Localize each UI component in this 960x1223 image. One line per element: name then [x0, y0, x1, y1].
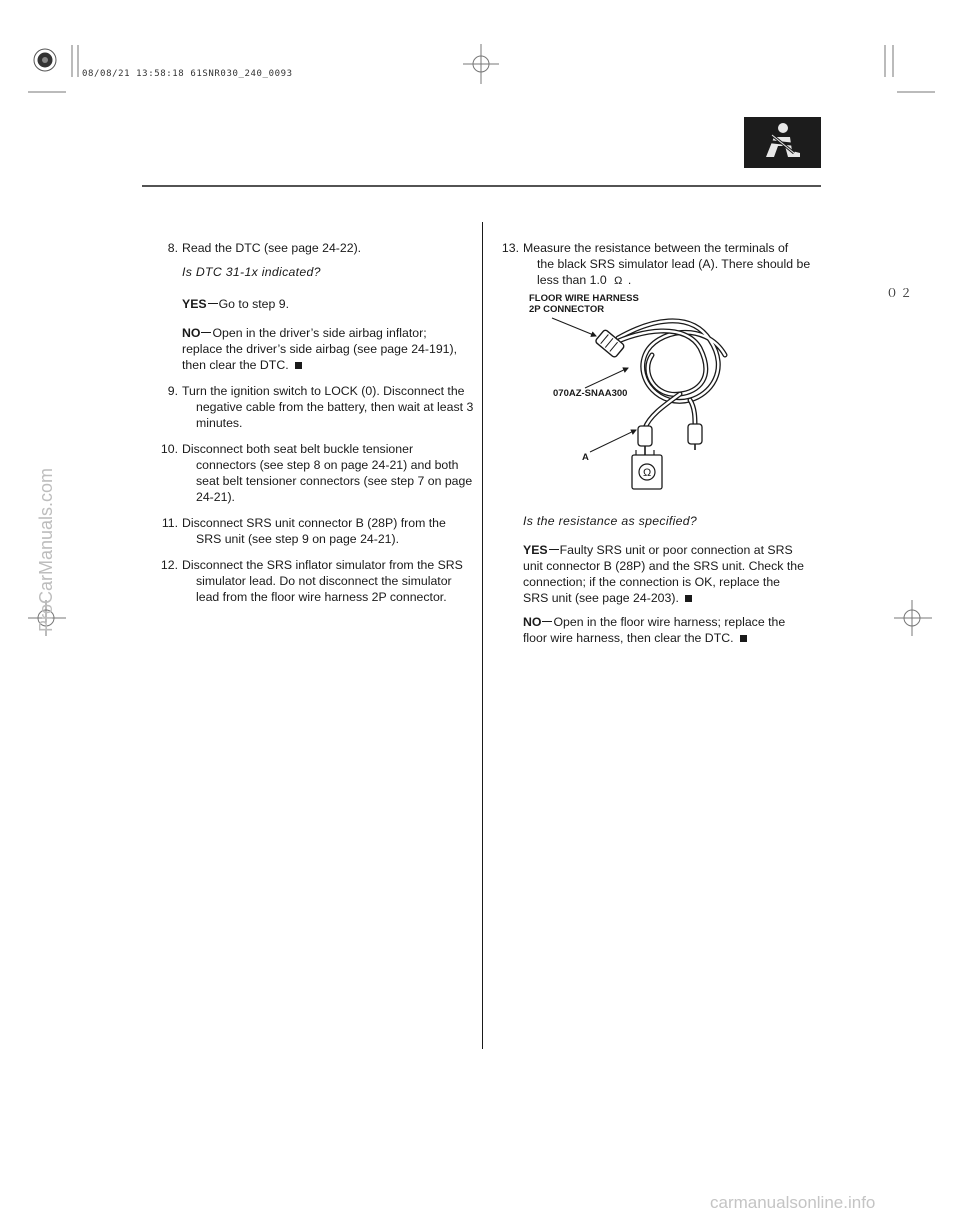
- step-8-no-line-3: then clear the DTC.: [182, 358, 289, 372]
- registration-crosshair-top: [463, 44, 499, 84]
- step-13-yes: [523, 542, 793, 558]
- step-13-yes-line-2: unit connector B (28P) and the SRS unit. Check the: [523, 559, 804, 573]
- step-8-question: Is DTC 31-1x indicated?: [182, 265, 321, 279]
- step-9-line-2: negative cable from the battery, then wait at least 3: [196, 400, 474, 414]
- step-8-number: 8.: [167, 241, 178, 255]
- step-8-yes-text: Go to step 9.: [218, 297, 290, 311]
- step-8-no-line-2: replace the driver’s side airbag (see page 24-191),: [182, 342, 458, 356]
- no-label: NO: [182, 326, 201, 340]
- step-8-text: Read the DTC (see page 24-22).: [182, 241, 362, 255]
- step-10-line-2: connectors (see step 8 on page 24-21) and both: [196, 458, 459, 472]
- step-13-line-3: less than 1.0: [537, 273, 607, 287]
- yes-label: YES: [523, 543, 548, 557]
- step-10-line-4: 24-21).: [196, 490, 235, 504]
- step-13-number: 13.: [501, 241, 519, 255]
- step-11-number: 11.: [161, 516, 178, 530]
- step-13-yes-line-4: SRS unit (see page 24-203).: [523, 591, 679, 605]
- step-11-line-1: Disconnect SRS unit connector B (28P) from the: [182, 516, 446, 530]
- coiled-cable: [612, 321, 725, 428]
- step-10-line-1: Disconnect both seat belt buckle tensioner: [182, 442, 414, 456]
- step-13-yes-line-4-wrap: [523, 590, 692, 606]
- leader-connector: [552, 318, 596, 336]
- yes-label: YES: [182, 297, 207, 311]
- step-10-line-3: seat belt tensioner connectors (see step 7 on page: [196, 474, 473, 488]
- step-9-line-3: minutes.: [196, 416, 243, 430]
- page-tab-marker: ０２: [886, 286, 915, 300]
- step-13-no-line-1: Open in the floor wire harness; replace the: [553, 615, 786, 629]
- figure-label-part-number: 070AZ-SNAA300: [553, 388, 628, 399]
- step-13-line-1: Measure the resistance between the terminals of: [523, 241, 789, 255]
- step-13-yes-line-3: connection; if the connection is OK, replace the: [523, 575, 781, 589]
- step-12-line-3: lead from the floor wire harness 2P connector.: [196, 590, 447, 604]
- registration-target-top-left: [34, 49, 56, 71]
- step-12-line-1: Disconnect the SRS inflator simulator from the SRS: [182, 558, 463, 572]
- end-of-step-mark: [685, 595, 692, 602]
- figure-label-a: A: [582, 452, 589, 463]
- step-12-line-2: simulator lead. Do not disconnect the simulator: [196, 574, 452, 588]
- end-of-step-mark: [740, 635, 747, 642]
- terminal-right: [688, 424, 702, 450]
- leader-part: [585, 368, 628, 388]
- section-icon-box: [744, 117, 821, 168]
- step-8-yes: [182, 296, 289, 312]
- step-12-number: 12.: [160, 558, 178, 572]
- leader-a: [590, 430, 636, 452]
- ohm-symbol: Ω: [614, 275, 623, 287]
- end-of-step-mark: [295, 362, 302, 369]
- figure-label-connector-line-1: FLOOR WIRE HARNESS: [529, 293, 639, 304]
- simulator-lead-illustration: [540, 300, 770, 500]
- print-timestamp: 08/08/21 13:58:18 61SNR030_240_0093: [82, 69, 293, 79]
- step-10-number: 10.: [160, 442, 178, 456]
- terminal-left: [638, 426, 652, 455]
- step-13-no-line-2: floor wire harness, then clear the DTC.: [523, 631, 734, 645]
- step-8-no-line-3-wrap: [182, 357, 302, 373]
- figure-label-connector-line-2: 2P CONNECTOR: [529, 304, 605, 315]
- step-13-period: .: [627, 273, 632, 287]
- ohmmeter-symbol: Ω: [643, 467, 652, 479]
- column-divider: [482, 222, 483, 1049]
- step-13-no: [523, 614, 785, 630]
- watermark-bottom: carmanualsonline.info: [710, 1193, 876, 1212]
- registration-crosshair-right: [894, 600, 932, 636]
- step-11-line-2: SRS unit (see step 9 on page 24-21).: [196, 532, 400, 546]
- step-9-line-1: Turn the ignition switch to LOCK (0). Disconnect the: [182, 384, 465, 398]
- step-8-no: [182, 325, 427, 341]
- seat-belt-icon: [744, 117, 821, 168]
- step-8-no-line-1: Open in the driver’s side airbag inflator;: [212, 326, 427, 340]
- step-13-question: Is the resistance as specified?: [523, 514, 698, 528]
- watermark-side: ProCarManuals.com: [36, 467, 56, 632]
- step-13-no-line-2-wrap: [523, 630, 747, 646]
- step-13-line-2: the black SRS simulator lead (A). There should be: [537, 257, 811, 271]
- connector-plug: [595, 329, 625, 358]
- step-13-line-3-wrap: [537, 272, 631, 289]
- step-9-number: 9.: [167, 384, 178, 398]
- no-label: NO: [523, 615, 542, 629]
- step-13-yes-line-1: Faulty SRS unit or poor connection at SRS: [559, 543, 793, 557]
